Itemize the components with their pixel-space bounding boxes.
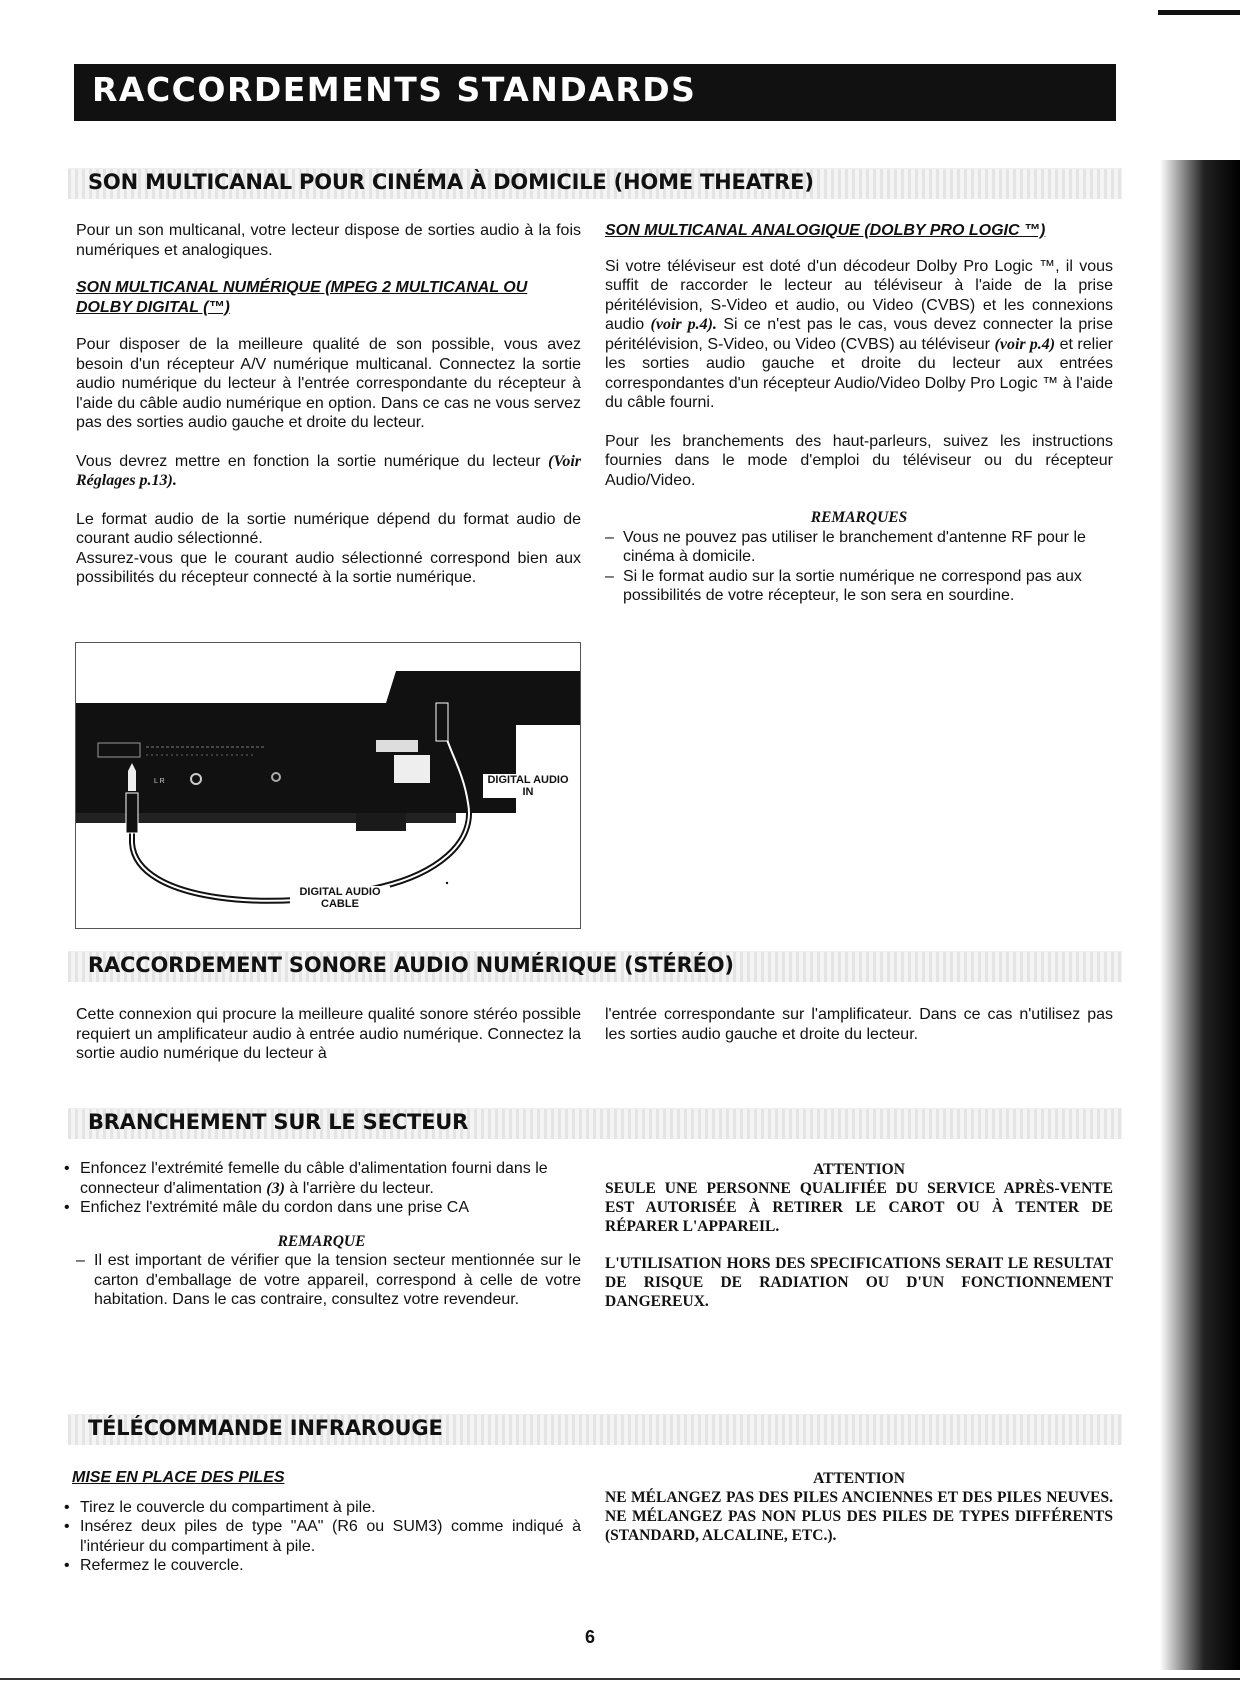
analog-p1-part-a: Si votre téléviseur est doté d'un décodeur Dolby Pro Logic ™, il vous suffit de raccorder le lecteur au téléviseur à l'aide de la prise péritélévision, S-Video et audio, ou Video (CVBS) et les connexions audio	[605, 257, 1113, 333]
battery-step: • Tirez le couvercle du compartiment à pile.	[62, 1498, 581, 1518]
settings-reference: (Voir Réglages p.13).	[76, 452, 582, 489]
label-in-line-2: IN	[522, 786, 534, 798]
batteries-bullet-list	[62, 1498, 581, 1576]
digital-paragraph-2	[76, 452, 581, 491]
left-column-section1	[76, 221, 581, 588]
remarks-heading: REMARQUES	[810, 509, 908, 526]
bullet1-text-b: à l'arrière du lecteur.	[289, 1179, 434, 1197]
section-title-remote: TÉLÉCOMMANDE INFRAROUGE	[88, 1416, 443, 1440]
connector-reference: (3)	[266, 1179, 285, 1197]
mains-bullet-list	[62, 1159, 581, 1218]
mains-left-column	[62, 1159, 581, 1310]
section-title-stereo: RACCORDEMENT SONORE AUDIO NUMÉRIQUE (STÉRÉO)	[88, 953, 734, 977]
analog-p1-ref-2: (voir p.4)	[994, 335, 1056, 353]
batteries-subheading: MISE EN PLACE DES PILES	[72, 1469, 285, 1486]
analog-paragraph-2: Pour les branchements des haut-parleurs, suivez les instructions fournies dans le mode d'emploi du téléviseur ou du récepteur Audio/Video.	[605, 432, 1113, 489]
remote-attention-paragraph: NE MÉLANGEZ PAS DES PILES ANCIENNES ET DES PILES NEUVES. NE MÉLANGEZ PAS NON PLUS DES PILES DE TYPES DIFFÉRENTS (STANDARD, ALCALINE, ETC.).	[605, 1489, 1113, 1544]
label-cable-line-2: CABLE	[321, 898, 359, 910]
digital-heading: SON MULTICANAL NUMÉRIQUE (MPEG 2 MULTICANAL OU DOLBY DIGITAL (™)	[76, 279, 528, 316]
remark-item: – Vous ne pouvez pas utiliser le branchement d'antenne RF pour le cinéma à domicile.	[605, 528, 1113, 567]
mains-attention-paragraph-2: L'UTILISATION HORS DES SPECIFICATIONS SERAIT LE RESULTAT DE RISQUE DE RADIATION OU D'UN FONCTIONNEMENT DANGEREUX.	[605, 1255, 1113, 1310]
digital-paragraph-2-text: Vous devrez mettre en fonction la sortie numérique du lecteur	[76, 452, 541, 470]
label-digital-audio-in	[483, 774, 573, 798]
mains-attention-heading: ATTENTION	[813, 1161, 905, 1178]
remote-attention-block	[605, 1469, 1113, 1545]
mains-attention-block	[605, 1160, 1113, 1311]
label-digital-audio-cable	[290, 886, 390, 910]
battery-step: • Refermez le couvercle.	[62, 1556, 581, 1576]
remarks-list	[605, 528, 1113, 606]
section-title-home-theatre: SON MULTICANAL POUR CINÉMA À DOMICILE (HOME THEATRE)	[88, 170, 814, 194]
label-cable-line-1: DIGITAL AUDIO	[299, 886, 381, 898]
mains-remark-list	[76, 1251, 581, 1310]
mains-remark-item: – Il est important de vérifier que la tension secteur mentionnée sur le carton d'emballage de votre appareil, correspond à celle de votre habitation. Dans le cas contraire, consultez votre revendeur.	[76, 1251, 581, 1310]
section-title-mains: BRANCHEMENT SUR LE SECTEUR	[88, 1110, 469, 1134]
digital-paragraph-3: Le format audio de la sortie numérique dépend du format audio de courant audio sélectionné.	[76, 510, 581, 547]
stereo-right-paragraph: l'entrée correspondante sur l'amplificateur. Dans ce cas n'utilisez pas les sorties audio gauche et droite du lecteur.	[605, 1006, 1113, 1043]
mains-remark-heading: REMARQUE	[277, 1232, 366, 1250]
scan-top-edge	[1158, 10, 1240, 15]
analog-p1-part-b: Si ce n'est pas le cas, vous devez connecter la prise péritélévision, S-Video, ou Video (CVBS) au téléviseur	[605, 316, 1114, 353]
stereo-left-paragraph: Cette connexion qui procure la meilleure qualité sonore stéréo possible requiert un amplificateur audio à entrée audio numérique. Connectez la sortie audio numérique du lecteur à	[76, 1006, 581, 1062]
page-number: 6	[584, 1627, 595, 1647]
page-title: RACCORDEMENTS STANDARDS	[92, 70, 697, 109]
bullet1-text-a: Enfoncez l'extrémité femelle du câble d'alimentation fourni dans le connecteur d'alimentation	[80, 1160, 548, 1197]
scan-bottom-edge	[0, 1678, 1240, 1680]
analog-p1-ref-1: (voir p.4).	[650, 316, 717, 333]
digital-paragraph-1: Pour disposer de la meilleure qualité de son possible, vous avez besoin d'un récepteur A/V numérique multicanal. Connectez la sortie audio numérique du lecteur à l'entrée correspondante du récepteur à l'aide du câble audio numérique en option. Dans ce cas ne vous servez pas des sorties audio gauche et droite du lecteur.	[76, 336, 581, 431]
label-in-line-1: DIGITAL AUDIO	[487, 774, 569, 786]
scan-right-edge	[1160, 160, 1240, 1670]
remote-attention-heading: ATTENTION	[813, 1470, 905, 1487]
analog-p1-part-c: et relier les sorties audio gauche et droite du lecteur aux entrées correspondantes d'un récepteur Audio/Video Dolby Pro Logic ™ à l'aide du câble fourni.	[605, 335, 1113, 411]
analog-heading: SON MULTICANAL ANALOGIQUE (DOLBY PRO LOGIC ™)	[605, 222, 1046, 239]
remark-item: – Si le format audio sur la sortie numérique ne correspond pas aux possibilités de votre récepteur, le son sera en sourdine.	[605, 567, 1113, 606]
digital-paragraph-4: Assurez-vous que le courant audio sélectionné correspond bien aux possibilités du récepteur connecté à la sortie numérique.	[76, 549, 581, 586]
analog-paragraph-1	[605, 257, 1113, 413]
svg-text:L R: L R	[154, 778, 165, 785]
mains-bullet-item	[62, 1159, 581, 1198]
mains-attention-paragraph-1: SEULE UNE PERSONNE QUALIFIÉE DU SERVICE APRÈS-VENTE EST AUTORISÉE À RETIRER LE CAROT OU À TENTER DE RÉPARER L'APPAREIL.	[605, 1180, 1113, 1235]
mains-bullet-item: • Enfichez l'extrémité mâle du cordon dans une prise CA	[62, 1198, 581, 1218]
remote-left-column	[62, 1468, 581, 1576]
battery-step: • Insérez deux piles de type "AA" (R6 ou SUM3) comme indiqué à l'intérieur du compartiment à pile.	[62, 1517, 581, 1556]
intro-paragraph: Pour un son multicanal, votre lecteur dispose de sorties audio à la fois numériques et analogiques.	[76, 222, 581, 259]
right-column-section1	[605, 221, 1113, 606]
